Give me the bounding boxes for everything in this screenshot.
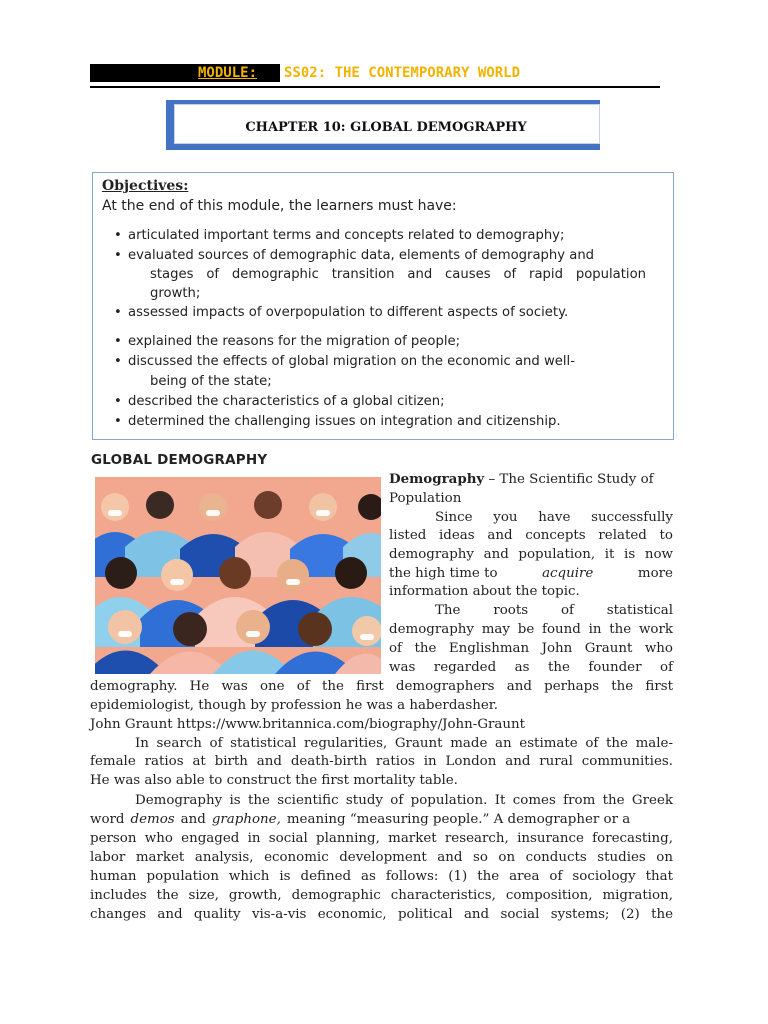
paragraph-1-line: information about the topic. bbox=[389, 584, 580, 599]
bullet-icon: • bbox=[114, 394, 122, 409]
bullet-icon: • bbox=[114, 228, 122, 243]
objective-item-continued: being of the state; bbox=[150, 374, 272, 389]
chapter-title: CHAPTER 10: GLOBAL DEMOGRAPHY bbox=[245, 120, 527, 135]
objective-item-continued: growth; bbox=[150, 286, 201, 301]
bullet-icon: • bbox=[114, 414, 122, 429]
objective-item: • articulated important terms and concepts related to demography; bbox=[114, 228, 565, 243]
paragraph-2-line: demography may be found in the work bbox=[389, 622, 673, 637]
paragraph-4-line: Demography is the scientific study of population. It comes from the Greek bbox=[135, 793, 673, 808]
bullet-icon: • bbox=[114, 334, 122, 349]
paragraph-4-line: person who engaged in social planning, market research, insurance forecasting, bbox=[90, 831, 673, 846]
definition-line-2: Population bbox=[389, 491, 462, 506]
bullet-icon: • bbox=[114, 305, 122, 320]
objective-item: • explained the reasons for the migration of people; bbox=[114, 334, 461, 349]
objective-item: • discussed the effects of global migration on the economic and well- bbox=[114, 354, 575, 369]
paragraph-1-line: the high time to acquire more bbox=[389, 566, 673, 581]
objective-item: • assessed impacts of overpopulation to different aspects of society. bbox=[114, 305, 569, 320]
objective-item: • described the characteristics of a global citizen; bbox=[114, 394, 445, 409]
objective-item-continued: stages of demographic transition and causes of rapid population bbox=[150, 267, 646, 282]
crowd-illustration bbox=[95, 477, 381, 674]
paragraph-2-line: The roots of statistical bbox=[435, 603, 673, 618]
module-title: SS02: THE CONTEMPORARY WORLD bbox=[284, 65, 521, 81]
paragraph-3-line: female ratios at birth and death-birth ratios in London and rural communities. bbox=[90, 754, 673, 769]
source-citation: John Graunt https://www.britannica.com/biography/John-Graunt bbox=[90, 717, 526, 732]
paragraph-3-line: He was also able to construct the first mortality table. bbox=[90, 773, 458, 788]
paragraph-4-line: changes and quality vis-a-vis economic, political and social systems; (2) the bbox=[90, 907, 673, 922]
objective-item: • determined the challenging issues on integration and citizenship. bbox=[114, 414, 561, 429]
bullet-icon: • bbox=[114, 354, 122, 369]
paragraph-4-line: human population which is defined as follows: (1) the area of sociology that bbox=[90, 869, 673, 884]
section-heading: GLOBAL DEMOGRAPHY bbox=[91, 452, 268, 468]
header-divider bbox=[90, 86, 660, 88]
objective-item: • evaluated sources of demographic data, elements of demography and bbox=[114, 248, 595, 263]
objectives-heading: Objectives: bbox=[102, 178, 189, 194]
paragraph-1-line: listed ideas and concepts related to bbox=[389, 528, 673, 543]
paragraph-4-line: labor market analysis, economic development and so on conducts studies on bbox=[90, 850, 673, 865]
paragraph-2-line: was regarded as the founder of bbox=[389, 660, 673, 675]
bullet-icon: • bbox=[114, 248, 122, 263]
paragraph-2-line: demography. He was one of the first demographers and perhaps the first bbox=[90, 679, 673, 694]
paragraph-1-line: demography and population, it is now bbox=[389, 547, 673, 562]
paragraph-2-line: of the Englishman John Graunt who bbox=[389, 641, 673, 656]
paragraph-4-line: includes the size, growth, demographic characteristics, composition, migration, bbox=[90, 888, 673, 903]
paragraph-1-line: Since you have successfully bbox=[435, 510, 673, 525]
paragraph-2-line: epidemiologist, though by profession he was a haberdasher. bbox=[90, 698, 498, 713]
paragraph-3-line: In search of statistical regularities, Graunt made an estimate of the male- bbox=[135, 736, 673, 751]
paragraph-4-line: word demos and graphone, meaning “measuring people.” A demographer or a bbox=[90, 812, 631, 827]
objectives-intro: At the end of this module, the learners must have: bbox=[102, 198, 457, 214]
definition-line: Demography – The Scientific Study of bbox=[389, 471, 654, 487]
module-label: MODULE: bbox=[198, 65, 258, 81]
